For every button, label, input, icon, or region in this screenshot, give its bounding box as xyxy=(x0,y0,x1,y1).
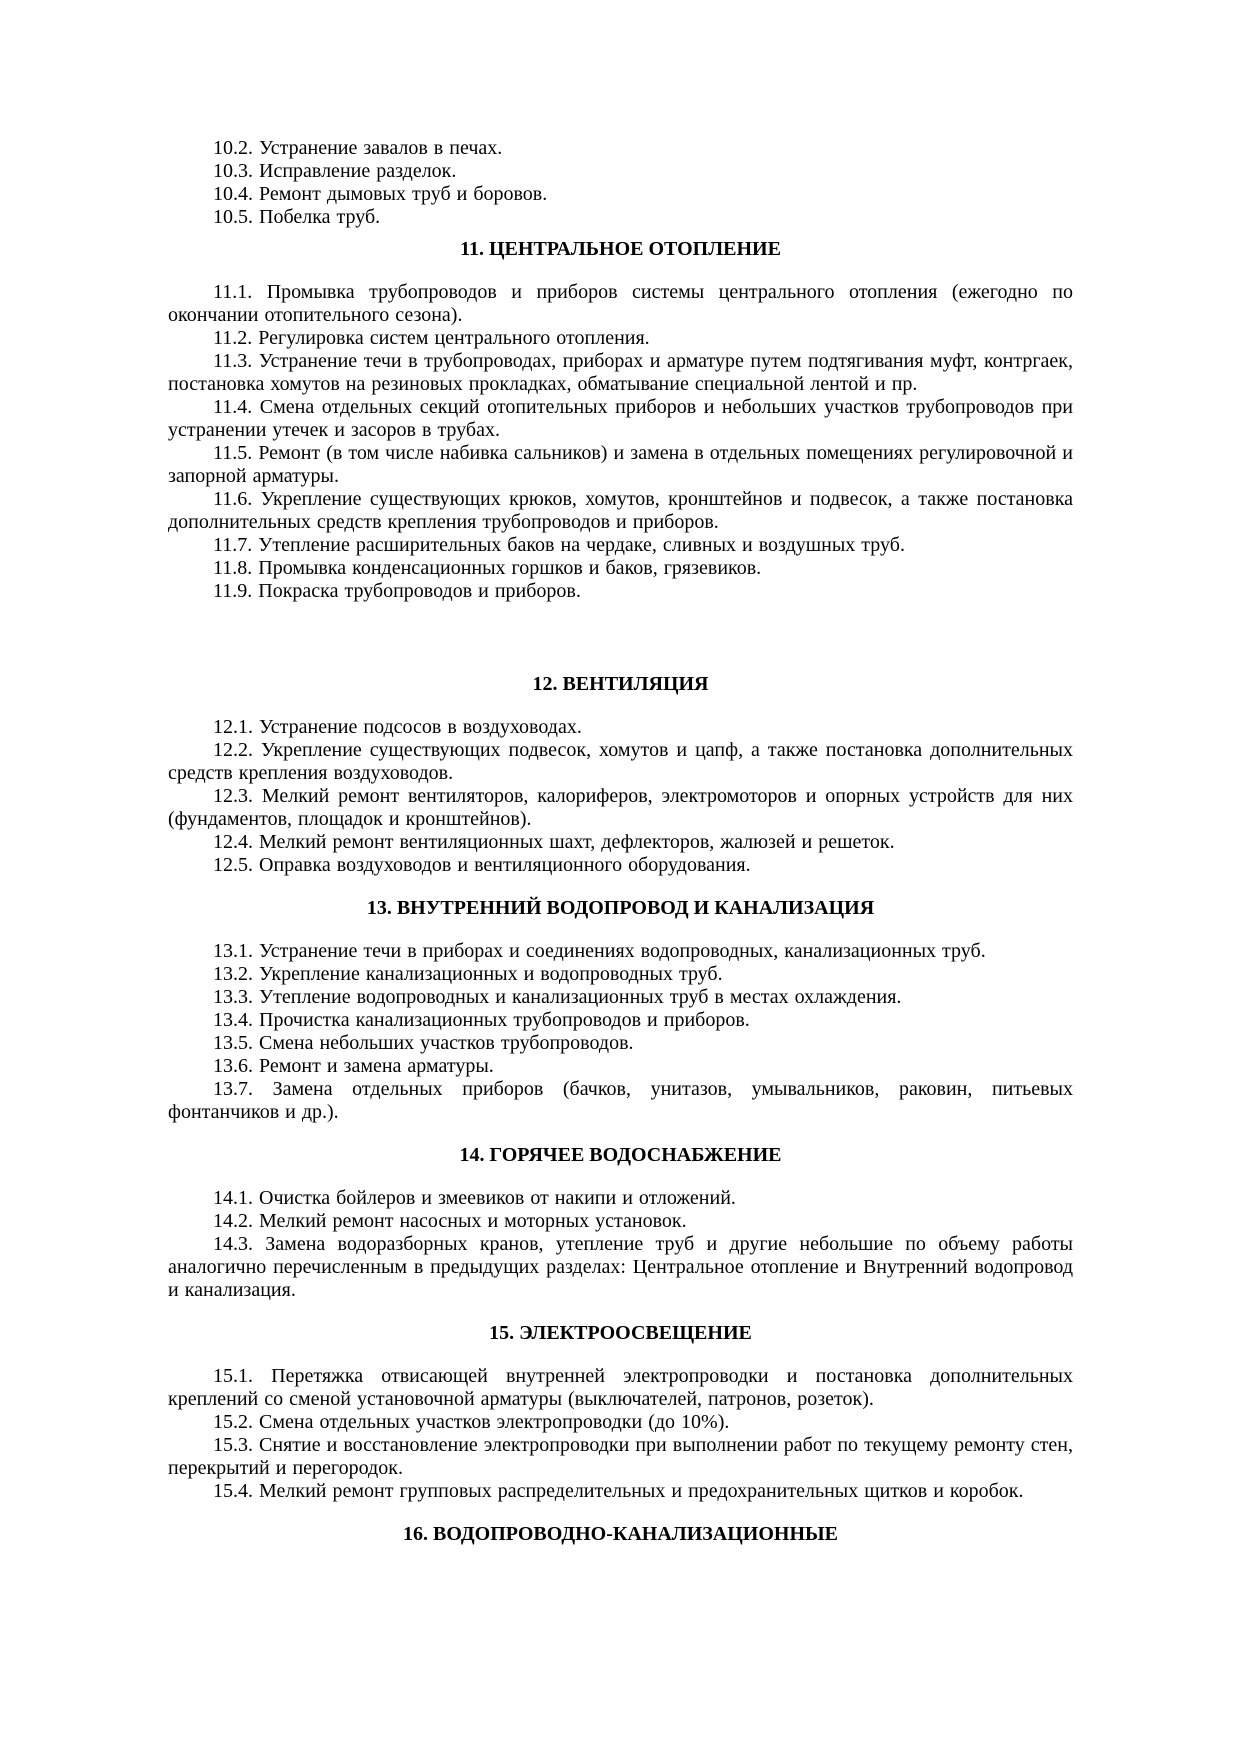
list-item: 10.3. Исправление разделок. xyxy=(213,160,457,182)
list-item: 14.1. Очистка бойлеров и змеевиков от накипи и отложений. xyxy=(213,1187,736,1209)
list-item: 11.5. Ремонт (в том числе набивка сальников) и замена в отдельных помещениях регулировочной и запорной арматуры. xyxy=(168,442,1073,487)
list-item: 13.1. Устранение течи в приборах и соединениях водопроводных, канализационных труб. xyxy=(213,940,986,962)
list-item: 11.7. Утепление расширительных баков на чердаке, сливных и воздушных труб. xyxy=(213,534,905,556)
list-item: 11.2. Регулировка систем центрального отопления. xyxy=(213,327,650,349)
list-item: 13.2. Укрепление канализационных и водопроводных труб. xyxy=(213,963,723,985)
list-item: 11.8. Промывка конденсационных горшков и баков, грязевиков. xyxy=(213,557,762,579)
section-heading-hot-water: 14. ГОРЯЧЕЕ ВОДОСНАБЖЕНИЕ xyxy=(459,1144,782,1166)
list-item: 15.4. Мелкий ремонт групповых распределительных и предохранительных щитков и коробок. xyxy=(213,1480,1024,1502)
list-item: 15.3. Снятие и восстановление электропроводки при выполнении работ по текущему ремонту стен, перекрытий и перегородок. xyxy=(168,1434,1073,1479)
list-item: 11.9. Покраска трубопроводов и приборов. xyxy=(213,580,581,602)
list-item: 11.1. Промывка трубопроводов и приборов системы центрального отопления (ежегодно по окончании отопительного сезона). xyxy=(168,281,1073,326)
list-item: 13.5. Смена небольших участков трубопроводов. xyxy=(213,1032,634,1054)
section-heading-ventilation: 12. ВЕНТИЛЯЦИЯ xyxy=(532,673,709,695)
section-heading-water-supply-sewerage: 13. ВНУТРЕННИЙ ВОДОПРОВОД И КАНАЛИЗАЦИЯ xyxy=(366,897,875,919)
list-item: 13.6. Ремонт и замена арматуры. xyxy=(213,1055,494,1077)
list-item: 14.2. Мелкий ремонт насосных и моторных установок. xyxy=(213,1210,687,1232)
list-item: 15.2. Смена отдельных участков электропроводки (до 10%). xyxy=(213,1411,730,1433)
list-item: 10.5. Побелка труб. xyxy=(213,206,381,228)
list-item: 14.3. Замена водоразборных кранов, утепление труб и другие небольшие по объему работы аналогично перечисленным в предыдущих разделах: Центральное отопление и Внутренний водопровод и канализация. xyxy=(168,1233,1073,1301)
section-heading-water-sewerage-devices: 16. ВОДОПРОВОДНО-КАНАЛИЗАЦИОННЫЕ xyxy=(402,1523,839,1545)
section-heading-electric-lighting: 15. ЭЛЕКТРООСВЕЩЕНИЕ xyxy=(489,1322,752,1344)
list-item: 11.4. Смена отдельных секций отопительных приборов и небольших участков трубопроводов при устранении утечек и засоров в трубах. xyxy=(168,396,1073,441)
list-item: 11.3. Устранение течи в трубопроводах, приборах и арматуре путем подтягивания муфт, контргаек, постановка хомутов на резиновых прокладках, обматывание специальной лентой и пр. xyxy=(168,350,1073,395)
list-item: 12.5. Оправка воздуховодов и вентиляционного оборудования. xyxy=(213,854,751,876)
list-item: 13.4. Прочистка канализационных трубопроводов и приборов. xyxy=(213,1009,750,1031)
section-heading-central-heating: 11. ЦЕНТРАЛЬНОЕ ОТОПЛЕНИЕ xyxy=(460,238,781,260)
list-item: 12.2. Укрепление существующих подвесок, хомутов и цапф, а также постановка дополнительных средств крепления воздуховодов. xyxy=(168,739,1073,784)
list-item: 10.4. Ремонт дымовых труб и боровов. xyxy=(213,183,548,205)
list-item: 13.3. Утепление водопроводных и канализационных труб в местах охлаждения. xyxy=(213,986,902,1008)
list-item: 15.1. Перетяжка отвисающей внутренней электропроводки и постановка дополнительных креплений со сменой установочной арматуры (выключателей, патронов, розеток). xyxy=(168,1365,1073,1410)
list-item: 12.3. Мелкий ремонт вентиляторов, калориферов, электромоторов и опорных устройств для них (фундаментов, площадок и кронштейнов). xyxy=(168,785,1073,830)
list-item: 12.1. Устранение подсосов в воздуховодах. xyxy=(213,716,582,738)
list-item: 12.4. Мелкий ремонт вентиляционных шахт, дефлекторов, жалюзей и решеток. xyxy=(213,831,895,853)
list-item: 11.6. Укрепление существующих крюков, хомутов, кронштейнов и подвесок, а также постановка дополнительных средств крепления трубопроводов и приборов. xyxy=(168,488,1073,533)
list-item: 13.7. Замена отдельных приборов (бачков, унитазов, умывальников, раковин, питьевых фонтанчиков и др.). xyxy=(168,1078,1073,1123)
list-item: 10.2. Устранение завалов в печах. xyxy=(213,137,503,159)
